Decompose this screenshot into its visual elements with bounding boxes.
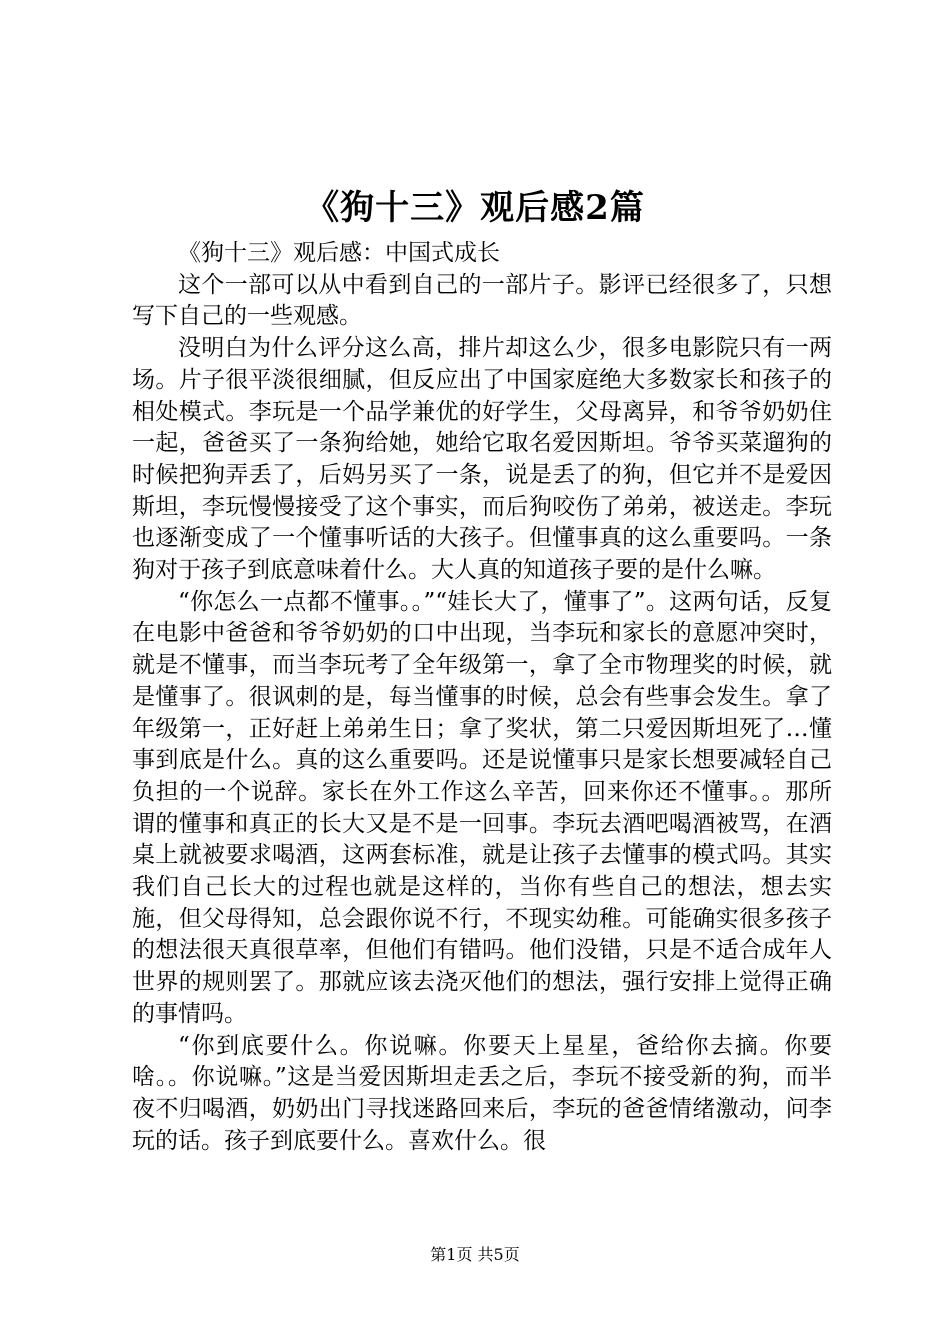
paragraph: “你到底要什么。你说嘛。你要天上星星，爸给你去摘。你要啥。。你说嘛。”这是当爱因斯坦走丢之后，李玩不接受新的狗，而半夜不归喝酒，奶奶出门寻找迷路回来后，李玩的爸爸情绪激动，问李玩的话。孩子到底要什么。喜欢什么。很: [132, 1032, 832, 1154]
document-subtitle: 《狗十三》观后感：中国式成长: [178, 240, 500, 266]
paragraph: 这个一部可以从中看到自己的一部片子。影评已经很多了，只想写下自己的一些观感。: [132, 271, 832, 330]
paragraph: “你怎么一点都不懂事。。”“娃长大了，懂事了”。这两句话，反复在电影中爸爸和爷爷奶奶的口中出现，当李玩和家长的意愿冲突时，就是不懂事，而当李玩考了全年级第一，拿了全市物理奖的时候，就是懂事了。很讽刺的是，每当懂事的时候，总会有些事会发生。拿了年级第一，正好赶上弟弟生日；拿了奖状，第二只爱因斯坦死了…懂事到底是什么。真的这么重要吗。还是说懂事只是家长想要减轻自己负担的一个说辞。家长在外工作这么辛苦，回来你还不懂事。。那所谓的懂事和真正的长大又是不是一回事。李玩去酒吧喝酒被骂，在酒桌上就被要求喝酒，这两套标准，就是让孩子去懂事的模式吗。其实我们自己长大的过程也就是这样的，当你有些自己的想法，想去实施，但父母得知，总会跟你说不行，不现实幼稚。可能确实很多孩子的想法很天真很草率，但他们有错吗。他们没错，只是不适合成年人世界的规则罢了。那就应该去浇灭他们的想法，强行安排上觉得正确的事情吗。: [132, 588, 832, 1027]
paragraph: 没明白为什么评分这么高，排片却这么少，很多电影院只有一两场。片子很平淡很细腻，但反应出了中国家庭绝大多数家长和孩子的相处模式。李玩是一个品学兼优的好学生，父母离异，和爷爷奶奶住一起，爸爸买了一条狗给她，她给它取名爱因斯坦。爷爷买菜遛狗的时候把狗弄丢了，后妈另买了一条，说是丢了的狗，但它并不是爱因斯坦，李玩慢慢接受了这个事实，而后狗咬伤了弟弟，被送走。李玩也逐渐变成了一个懂事听话的大孩子。但懂事真的这么重要吗。一条狗对于孩子到底意味着什么。大人真的知道孩子要的是什么嘛。: [132, 335, 832, 584]
document-title: 《狗十三》观后感2篇: [305, 188, 645, 228]
page-number-footer: 第1页 共5页: [430, 1245, 520, 1264]
document-body: [132, 238, 832, 1157]
